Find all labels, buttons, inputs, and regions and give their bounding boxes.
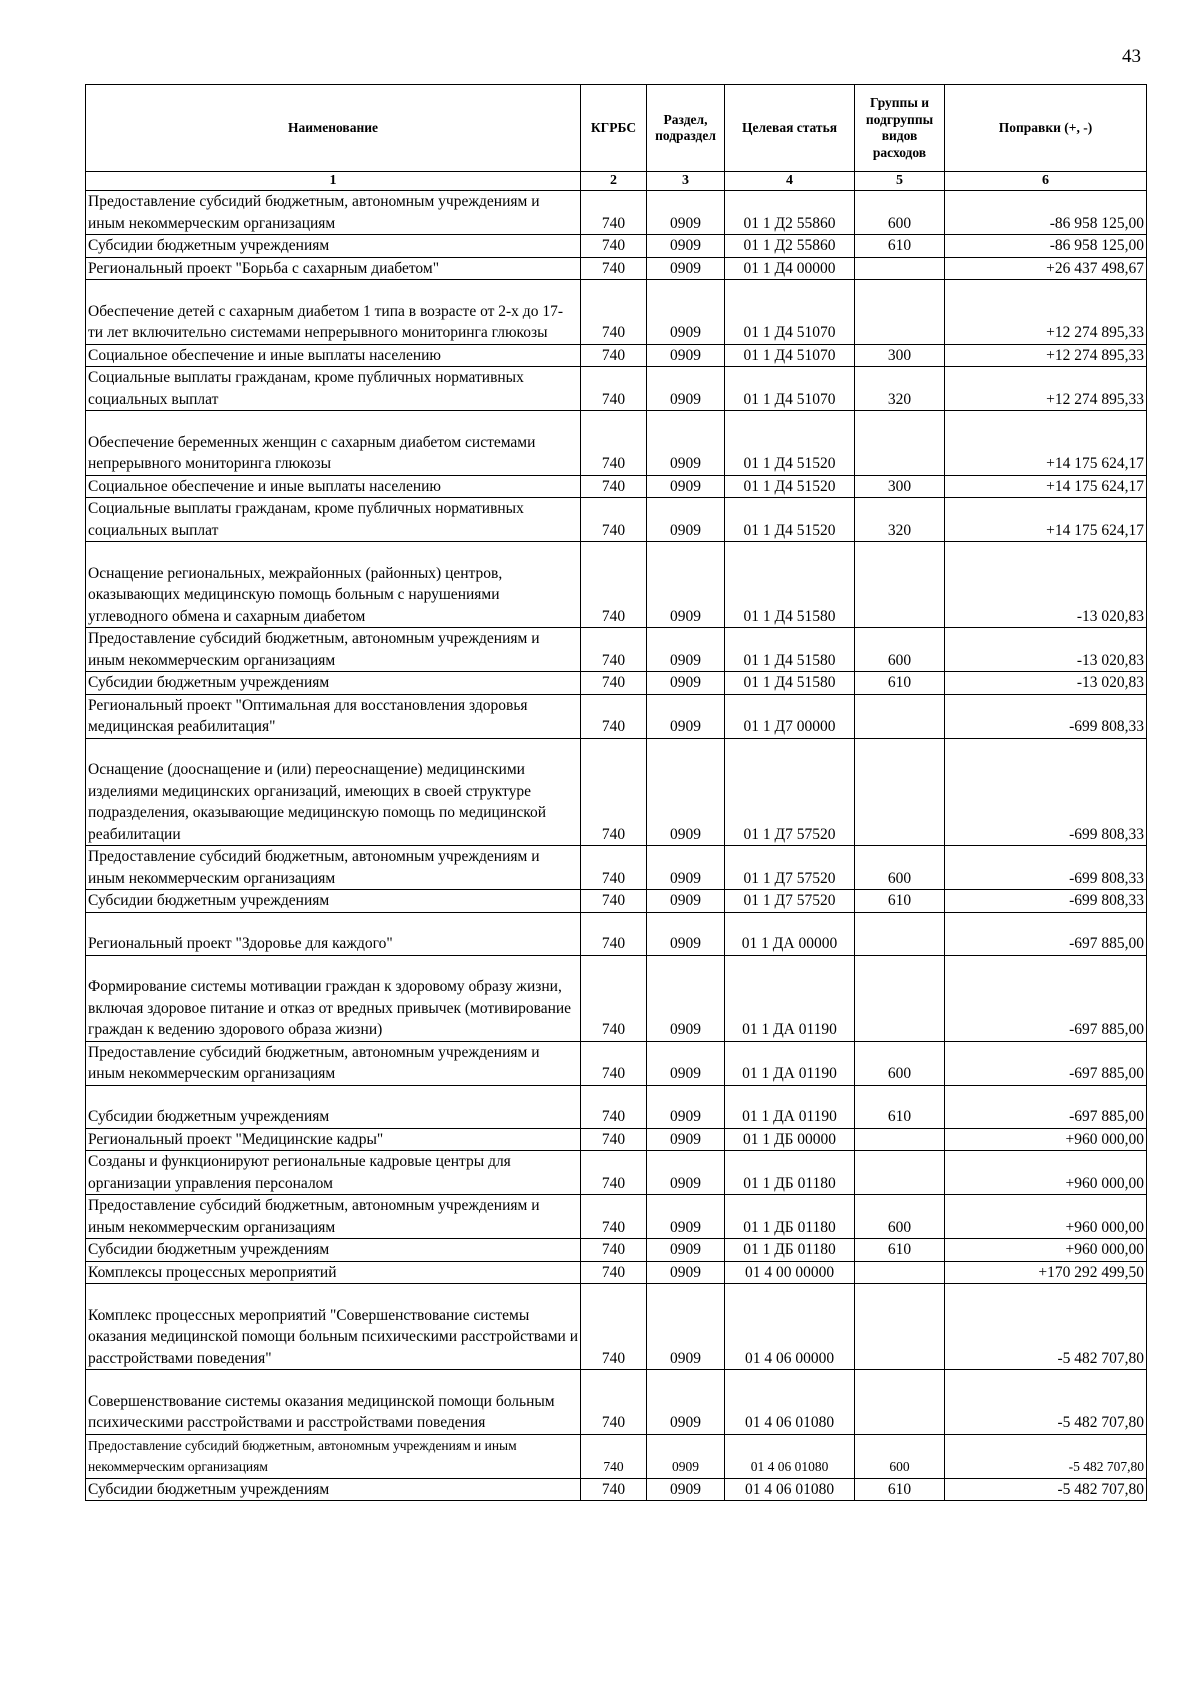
- row-expense-group: 600: [855, 1434, 945, 1478]
- row-target-article: 01 1 Д7 57520: [725, 846, 855, 890]
- table-row: [86, 1041, 1147, 1085]
- row-expense-group: 600: [855, 191, 945, 235]
- column-number: 1: [86, 172, 581, 191]
- table-row: [86, 738, 1147, 846]
- table-row: [86, 367, 1147, 411]
- row-target-article: 01 1 Д4 51520: [725, 498, 855, 542]
- column-number: 6: [945, 172, 1147, 191]
- row-amount: +960 000,00: [945, 1239, 1147, 1262]
- header-section: Раздел, подраздел: [647, 85, 725, 172]
- header-group: Группы и подгруппы видов расходов: [855, 85, 945, 172]
- row-name: Социальное обеспечение и иные выплаты населению: [86, 344, 581, 367]
- row-name: Оснащение (дооснащение и (или) переоснащение) медицинскими изделиями медицинских организаций, имеющих в своей структуре подразделения, оказывающие медицинскую помощь по медицинской реабилитации: [86, 738, 581, 846]
- row-target-article: 01 4 06 01080: [725, 1370, 855, 1435]
- row-section: 0909: [647, 1478, 725, 1501]
- row-name: Региональный проект "Здоровье для каждого": [86, 912, 581, 955]
- row-expense-group: 600: [855, 1041, 945, 1085]
- row-target-article: 01 1 Д4 51580: [725, 628, 855, 672]
- row-kgrbs: 740: [581, 257, 647, 280]
- row-amount: -86 958 125,00: [945, 191, 1147, 235]
- row-section: 0909: [647, 1239, 725, 1262]
- row-amount: -5 482 707,80: [945, 1370, 1147, 1435]
- table-row: [86, 1151, 1147, 1195]
- row-expense-group: [855, 280, 945, 345]
- row-kgrbs: 740: [581, 1128, 647, 1151]
- row-section: 0909: [647, 1261, 725, 1284]
- row-expense-group: 610: [855, 890, 945, 913]
- row-target-article: 01 1 Д4 51580: [725, 542, 855, 628]
- row-expense-group: [855, 542, 945, 628]
- row-target-article: 01 4 06 01080: [725, 1478, 855, 1501]
- row-section: 0909: [647, 1151, 725, 1195]
- row-kgrbs: 740: [581, 542, 647, 628]
- row-amount: -5 482 707,80: [945, 1478, 1147, 1501]
- row-amount: -697 885,00: [945, 1041, 1147, 1085]
- row-kgrbs: 740: [581, 955, 647, 1041]
- row-section: 0909: [647, 191, 725, 235]
- table-row: [86, 1128, 1147, 1151]
- row-kgrbs: 740: [581, 344, 647, 367]
- row-amount: -697 885,00: [945, 1085, 1147, 1128]
- row-name: Региональный проект "Медицинские кадры": [86, 1128, 581, 1151]
- row-expense-group: [855, 955, 945, 1041]
- row-name: Созданы и функционируют региональные кадровые центры для организации управления персоналом: [86, 1151, 581, 1195]
- row-kgrbs: 740: [581, 1478, 647, 1501]
- row-target-article: 01 1 Д4 51580: [725, 672, 855, 695]
- row-amount: -13 020,83: [945, 542, 1147, 628]
- row-expense-group: [855, 1284, 945, 1370]
- row-amount: -699 808,33: [945, 890, 1147, 913]
- row-section: 0909: [647, 344, 725, 367]
- table-row: [86, 411, 1147, 476]
- row-name: Обеспечение детей с сахарным диабетом 1 типа в возрасте от 2-х до 17-ти лет включительно системами непрерывного мониторинга глюкозы: [86, 280, 581, 345]
- row-amount: +170 292 499,50: [945, 1261, 1147, 1284]
- row-amount: -699 808,33: [945, 738, 1147, 846]
- row-expense-group: [855, 1151, 945, 1195]
- table-row: [86, 475, 1147, 498]
- row-section: 0909: [647, 628, 725, 672]
- row-name: Оснащение региональных, межрайонных (районных) центров, оказывающих медицинскую помощь больным с нарушениями углеводного обмена и сахарным диабетом: [86, 542, 581, 628]
- row-kgrbs: 740: [581, 411, 647, 476]
- row-section: 0909: [647, 1370, 725, 1435]
- row-target-article: 01 1 ДА 01190: [725, 1085, 855, 1128]
- row-kgrbs: 740: [581, 672, 647, 695]
- row-kgrbs: 740: [581, 475, 647, 498]
- column-number: 2: [581, 172, 647, 191]
- row-name: Обеспечение беременных женщин с сахарным диабетом системами непрерывного мониторинга глюкозы: [86, 411, 581, 476]
- row-kgrbs: 740: [581, 235, 647, 258]
- row-amount: +12 274 895,33: [945, 280, 1147, 345]
- row-kgrbs: 740: [581, 694, 647, 738]
- table-row: [86, 1284, 1147, 1370]
- row-kgrbs: 740: [581, 1261, 647, 1284]
- row-section: 0909: [647, 498, 725, 542]
- row-section: 0909: [647, 542, 725, 628]
- row-target-article: 01 1 Д2 55860: [725, 191, 855, 235]
- row-name: Социальные выплаты гражданам, кроме публичных нормативных социальных выплат: [86, 498, 581, 542]
- row-section: 0909: [647, 411, 725, 476]
- header-kgrbs: КГРБС: [581, 85, 647, 172]
- row-target-article: 01 1 Д7 57520: [725, 890, 855, 913]
- row-kgrbs: 740: [581, 1041, 647, 1085]
- table-row: [86, 498, 1147, 542]
- row-section: 0909: [647, 912, 725, 955]
- row-name: Субсидии бюджетным учреждениям: [86, 890, 581, 913]
- table-row: [86, 1370, 1147, 1435]
- row-target-article: 01 1 ДА 00000: [725, 912, 855, 955]
- table-row: [86, 257, 1147, 280]
- table-row: [86, 1239, 1147, 1262]
- row-section: 0909: [647, 846, 725, 890]
- row-kgrbs: 740: [581, 912, 647, 955]
- row-amount: +14 175 624,17: [945, 475, 1147, 498]
- row-amount: -5 482 707,80: [945, 1284, 1147, 1370]
- row-amount: -697 885,00: [945, 955, 1147, 1041]
- row-name: Социальные выплаты гражданам, кроме публичных нормативных социальных выплат: [86, 367, 581, 411]
- table-row: [86, 1434, 1147, 1478]
- row-amount: +960 000,00: [945, 1128, 1147, 1151]
- table-row: [86, 280, 1147, 345]
- row-kgrbs: 740: [581, 890, 647, 913]
- row-expense-group: 610: [855, 235, 945, 258]
- row-kgrbs: 740: [581, 1239, 647, 1262]
- row-section: 0909: [647, 257, 725, 280]
- row-target-article: 01 1 ДБ 01180: [725, 1195, 855, 1239]
- table-row: [86, 542, 1147, 628]
- header-amount: Поправки (+, -): [945, 85, 1147, 172]
- row-expense-group: [855, 1370, 945, 1435]
- column-number: 3: [647, 172, 725, 191]
- row-amount: +12 274 895,33: [945, 367, 1147, 411]
- row-kgrbs: 740: [581, 628, 647, 672]
- row-name: Социальное обеспечение и иные выплаты населению: [86, 475, 581, 498]
- column-number: 5: [855, 172, 945, 191]
- row-expense-group: 610: [855, 672, 945, 695]
- row-kgrbs: 740: [581, 1195, 647, 1239]
- row-expense-group: [855, 411, 945, 476]
- row-kgrbs: 740: [581, 498, 647, 542]
- row-name: Совершенствование системы оказания медицинской помощи больным психическими расстройствами и расстройствами поведения: [86, 1370, 581, 1435]
- row-target-article: 01 1 Д4 51070: [725, 367, 855, 411]
- row-expense-group: 600: [855, 846, 945, 890]
- row-target-article: 01 1 Д4 51520: [725, 411, 855, 476]
- row-target-article: 01 1 Д2 55860: [725, 235, 855, 258]
- row-name: Предоставление субсидий бюджетным, автономным учреждениям и иным некоммерческим организациям: [86, 846, 581, 890]
- row-target-article: 01 1 Д7 00000: [725, 694, 855, 738]
- row-expense-group: 300: [855, 475, 945, 498]
- row-name: Предоставление субсидий бюджетным, автономным учреждениям и иным некоммерческим организациям: [86, 1195, 581, 1239]
- row-section: 0909: [647, 738, 725, 846]
- row-expense-group: 320: [855, 367, 945, 411]
- table-row: [86, 628, 1147, 672]
- row-section: 0909: [647, 475, 725, 498]
- row-kgrbs: 740: [581, 280, 647, 345]
- table-row: [86, 1195, 1147, 1239]
- row-section: 0909: [647, 1128, 725, 1151]
- row-name: Формирование системы мотивации граждан к здоровому образу жизни, включая здоровое питание и отказ от вредных привычек (мотивирование граждан к ведению здорового образа жизни): [86, 955, 581, 1041]
- row-name: Предоставление субсидий бюджетным, автономным учреждениям и иным некоммерческим организациям: [86, 628, 581, 672]
- row-expense-group: 320: [855, 498, 945, 542]
- row-kgrbs: 740: [581, 367, 647, 411]
- header-row: [86, 85, 1147, 172]
- row-amount: +12 274 895,33: [945, 344, 1147, 367]
- row-section: 0909: [647, 672, 725, 695]
- column-number-row: [86, 172, 1147, 191]
- budget-amendments-table: [85, 84, 1147, 1501]
- row-expense-group: [855, 257, 945, 280]
- row-section: 0909: [647, 1284, 725, 1370]
- row-section: 0909: [647, 367, 725, 411]
- row-target-article: 01 1 ДА 01190: [725, 955, 855, 1041]
- table-row: [86, 191, 1147, 235]
- row-target-article: 01 4 00 00000: [725, 1261, 855, 1284]
- column-number: 4: [725, 172, 855, 191]
- page-number: 43: [1122, 46, 1141, 67]
- row-target-article: 01 1 ДБ 00000: [725, 1128, 855, 1151]
- row-expense-group: 610: [855, 1085, 945, 1128]
- table-row: [86, 912, 1147, 955]
- row-name: Субсидии бюджетным учреждениям: [86, 1085, 581, 1128]
- row-expense-group: [855, 912, 945, 955]
- row-name: Комплекс процессных мероприятий "Совершенствование системы оказания медицинской помощи больным психическими расстройствами и расстройствами поведения": [86, 1284, 581, 1370]
- row-amount: -699 808,33: [945, 694, 1147, 738]
- row-name: Субсидии бюджетным учреждениям: [86, 1478, 581, 1501]
- row-kgrbs: 740: [581, 1151, 647, 1195]
- row-amount: +960 000,00: [945, 1195, 1147, 1239]
- row-amount: -5 482 707,80: [945, 1434, 1147, 1478]
- row-amount: -86 958 125,00: [945, 235, 1147, 258]
- row-amount: +14 175 624,17: [945, 498, 1147, 542]
- row-kgrbs: 740: [581, 1284, 647, 1370]
- row-kgrbs: 740: [581, 846, 647, 890]
- table-row: [86, 1261, 1147, 1284]
- row-name: Субсидии бюджетным учреждениям: [86, 235, 581, 258]
- row-amount: +26 437 498,67: [945, 257, 1147, 280]
- row-target-article: 01 4 06 00000: [725, 1284, 855, 1370]
- row-expense-group: 610: [855, 1239, 945, 1262]
- row-expense-group: 600: [855, 628, 945, 672]
- row-target-article: 01 1 Д4 51070: [725, 280, 855, 345]
- row-amount: -13 020,83: [945, 672, 1147, 695]
- row-kgrbs: 740: [581, 191, 647, 235]
- header-name: Наименование: [86, 85, 581, 172]
- row-section: 0909: [647, 280, 725, 345]
- row-target-article: 01 1 ДБ 01180: [725, 1151, 855, 1195]
- row-section: 0909: [647, 1085, 725, 1128]
- row-expense-group: [855, 738, 945, 846]
- row-target-article: 01 1 Д4 00000: [725, 257, 855, 280]
- row-expense-group: 600: [855, 1195, 945, 1239]
- row-expense-group: [855, 694, 945, 738]
- row-section: 0909: [647, 955, 725, 1041]
- row-target-article: 01 1 Д4 51070: [725, 344, 855, 367]
- row-target-article: 01 1 ДА 01190: [725, 1041, 855, 1085]
- row-expense-group: 300: [855, 344, 945, 367]
- table-row: [86, 1478, 1147, 1501]
- row-name: Предоставление субсидий бюджетным, автономным учреждениям и иным некоммерческим организациям: [86, 1434, 581, 1478]
- row-name: Региональный проект "Борьба с сахарным диабетом": [86, 257, 581, 280]
- row-section: 0909: [647, 890, 725, 913]
- row-expense-group: [855, 1261, 945, 1284]
- row-section: 0909: [647, 694, 725, 738]
- row-section: 0909: [647, 1041, 725, 1085]
- table-body: [86, 191, 1147, 1501]
- row-name: Предоставление субсидий бюджетным, автономным учреждениям и иным некоммерческим организациям: [86, 1041, 581, 1085]
- row-target-article: 01 1 ДБ 01180: [725, 1239, 855, 1262]
- row-amount: +960 000,00: [945, 1151, 1147, 1195]
- table-row: [86, 672, 1147, 695]
- row-kgrbs: 740: [581, 1085, 647, 1128]
- row-name: Субсидии бюджетным учреждениям: [86, 672, 581, 695]
- row-target-article: 01 1 Д7 57520: [725, 738, 855, 846]
- row-section: 0909: [647, 1434, 725, 1478]
- row-kgrbs: 740: [581, 738, 647, 846]
- row-target-article: 01 4 06 01080: [725, 1434, 855, 1478]
- header-target: Целевая статья: [725, 85, 855, 172]
- row-name: Региональный проект "Оптимальная для восстановления здоровья медицинская реабилитация": [86, 694, 581, 738]
- row-amount: -13 020,83: [945, 628, 1147, 672]
- table-row: [86, 1085, 1147, 1128]
- table-row: [86, 955, 1147, 1041]
- table-row: [86, 694, 1147, 738]
- row-name: Предоставление субсидий бюджетным, автономным учреждениям и иным некоммерческим организациям: [86, 191, 581, 235]
- row-amount: -699 808,33: [945, 846, 1147, 890]
- row-name: Субсидии бюджетным учреждениям: [86, 1239, 581, 1262]
- row-section: 0909: [647, 1195, 725, 1239]
- row-kgrbs: 740: [581, 1370, 647, 1435]
- table-row: [86, 344, 1147, 367]
- row-expense-group: [855, 1128, 945, 1151]
- row-kgrbs: 740: [581, 1434, 647, 1478]
- row-section: 0909: [647, 235, 725, 258]
- row-amount: -697 885,00: [945, 912, 1147, 955]
- table-row: [86, 235, 1147, 258]
- row-amount: +14 175 624,17: [945, 411, 1147, 476]
- table-row: [86, 846, 1147, 890]
- row-target-article: 01 1 Д4 51520: [725, 475, 855, 498]
- table-row: [86, 890, 1147, 913]
- row-name: Комплексы процессных мероприятий: [86, 1261, 581, 1284]
- row-expense-group: 610: [855, 1478, 945, 1501]
